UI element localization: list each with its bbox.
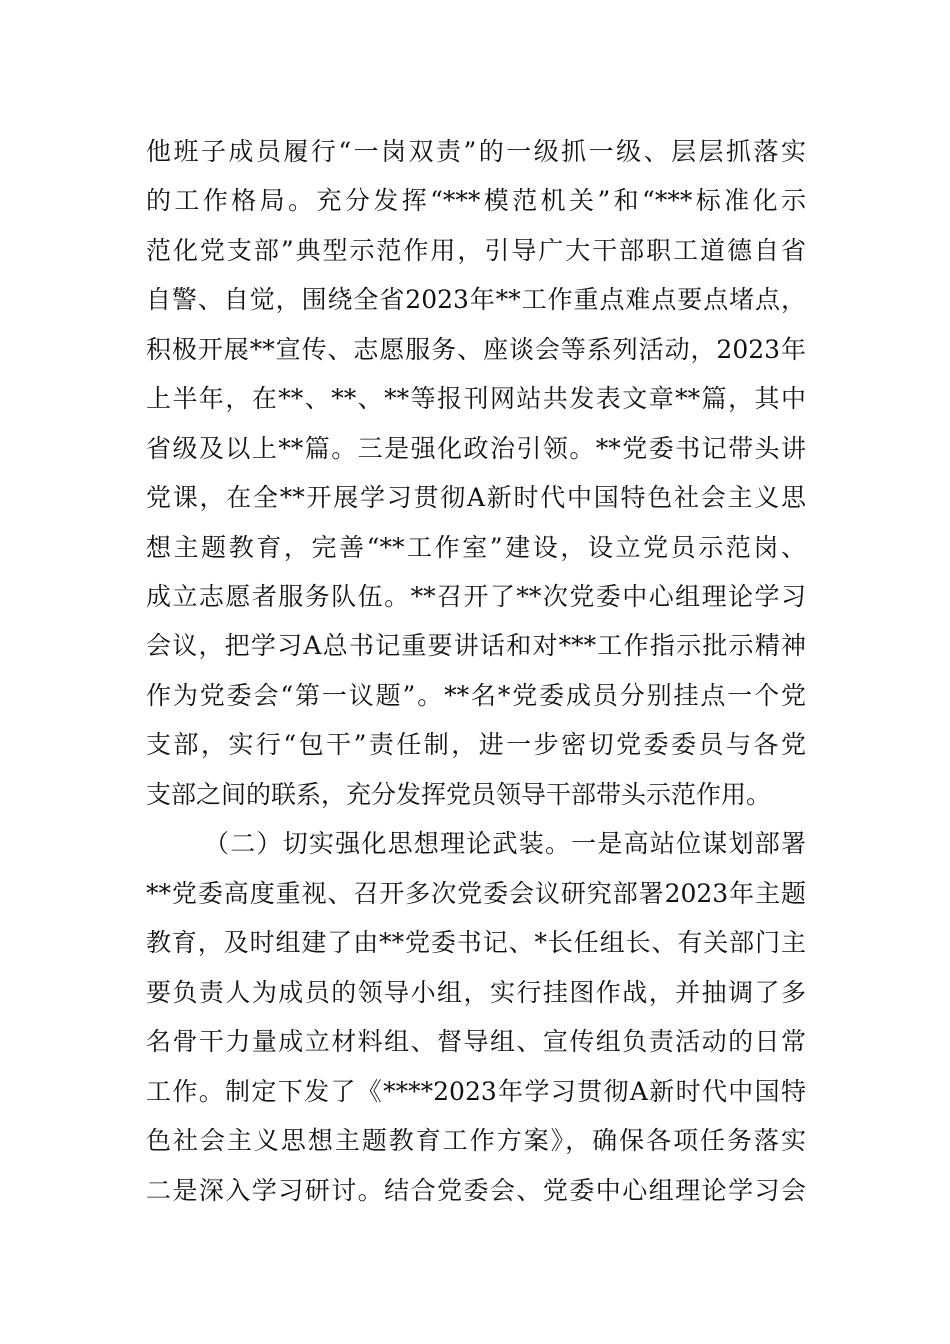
text-line: 色社会主义思想主题教育工作方案》，确保各项任务落实 bbox=[146, 1126, 806, 1155]
text-line: 会议，把学习A总书记重要讲话和对***工作指示批示精神 bbox=[146, 631, 806, 660]
text-line: 成立志愿者服务队伍。**召开了**次党委中心组理论学习 bbox=[146, 582, 806, 611]
text-line: 党课，在全**开展学习贯彻A新时代中国特色社会主义思 bbox=[146, 483, 806, 512]
text-line: 范化党支部”典型示范作用，引导广大干部职工道德自省 bbox=[146, 236, 806, 265]
text-line: 名骨干力量成立材料组、督导组、宣传组负责活动的日常 bbox=[146, 1027, 806, 1056]
text-line: 作为党委会“第一议题”。**名*党委成员分别挂点一个党 bbox=[146, 681, 806, 710]
text-line: 要负责人为成员的领导小组，实行挂图作战，并抽调了多 bbox=[146, 978, 806, 1007]
section-heading-line: （二）切实强化思想理论武装。一是高站位谋划部署 bbox=[204, 829, 806, 858]
text-line: 他班子成员履行“一岗双责”的一级抓一级、层层抓落实 bbox=[146, 137, 806, 166]
text-line: 想主题教育，完善“**工作室”建设，设立党员示范岗、 bbox=[146, 533, 806, 562]
text-line: 二是深入学习研讨。结合党委会、党委中心组理论学习会 bbox=[146, 1176, 806, 1205]
text-line: 支部，实行“包干”责任制，进一步密切党委委员与各党 bbox=[146, 730, 806, 759]
text-line: 积极开展**宣传、志愿服务、座谈会等系列活动，2023年 bbox=[146, 335, 806, 364]
text-line: 自警、自觉，围绕全省2023年**工作重点难点要点堵点， bbox=[146, 285, 806, 314]
text-line: 上半年，在**、**、**等报刊网站共发表文章**篇，其中 bbox=[146, 384, 806, 413]
text-line: **党委高度重视、召开多次党委会议研究部署2023年主题 bbox=[146, 879, 807, 908]
text-line: 支部之间的联系，充分发挥党员领导干部带头示范作用。 bbox=[146, 780, 772, 809]
text-line: 的工作格局。充分发挥“***模范机关”和“***标准化示 bbox=[146, 186, 806, 215]
text-line: 教育，及时组建了由**党委书记、*长任组长、有关部门主 bbox=[146, 928, 806, 957]
text-line: 省级及以上**篇。三是强化政治引领。**党委书记带头讲 bbox=[146, 434, 806, 463]
text-line: 工作。制定下发了《****2023年学习贯彻A新时代中国特 bbox=[146, 1077, 806, 1106]
